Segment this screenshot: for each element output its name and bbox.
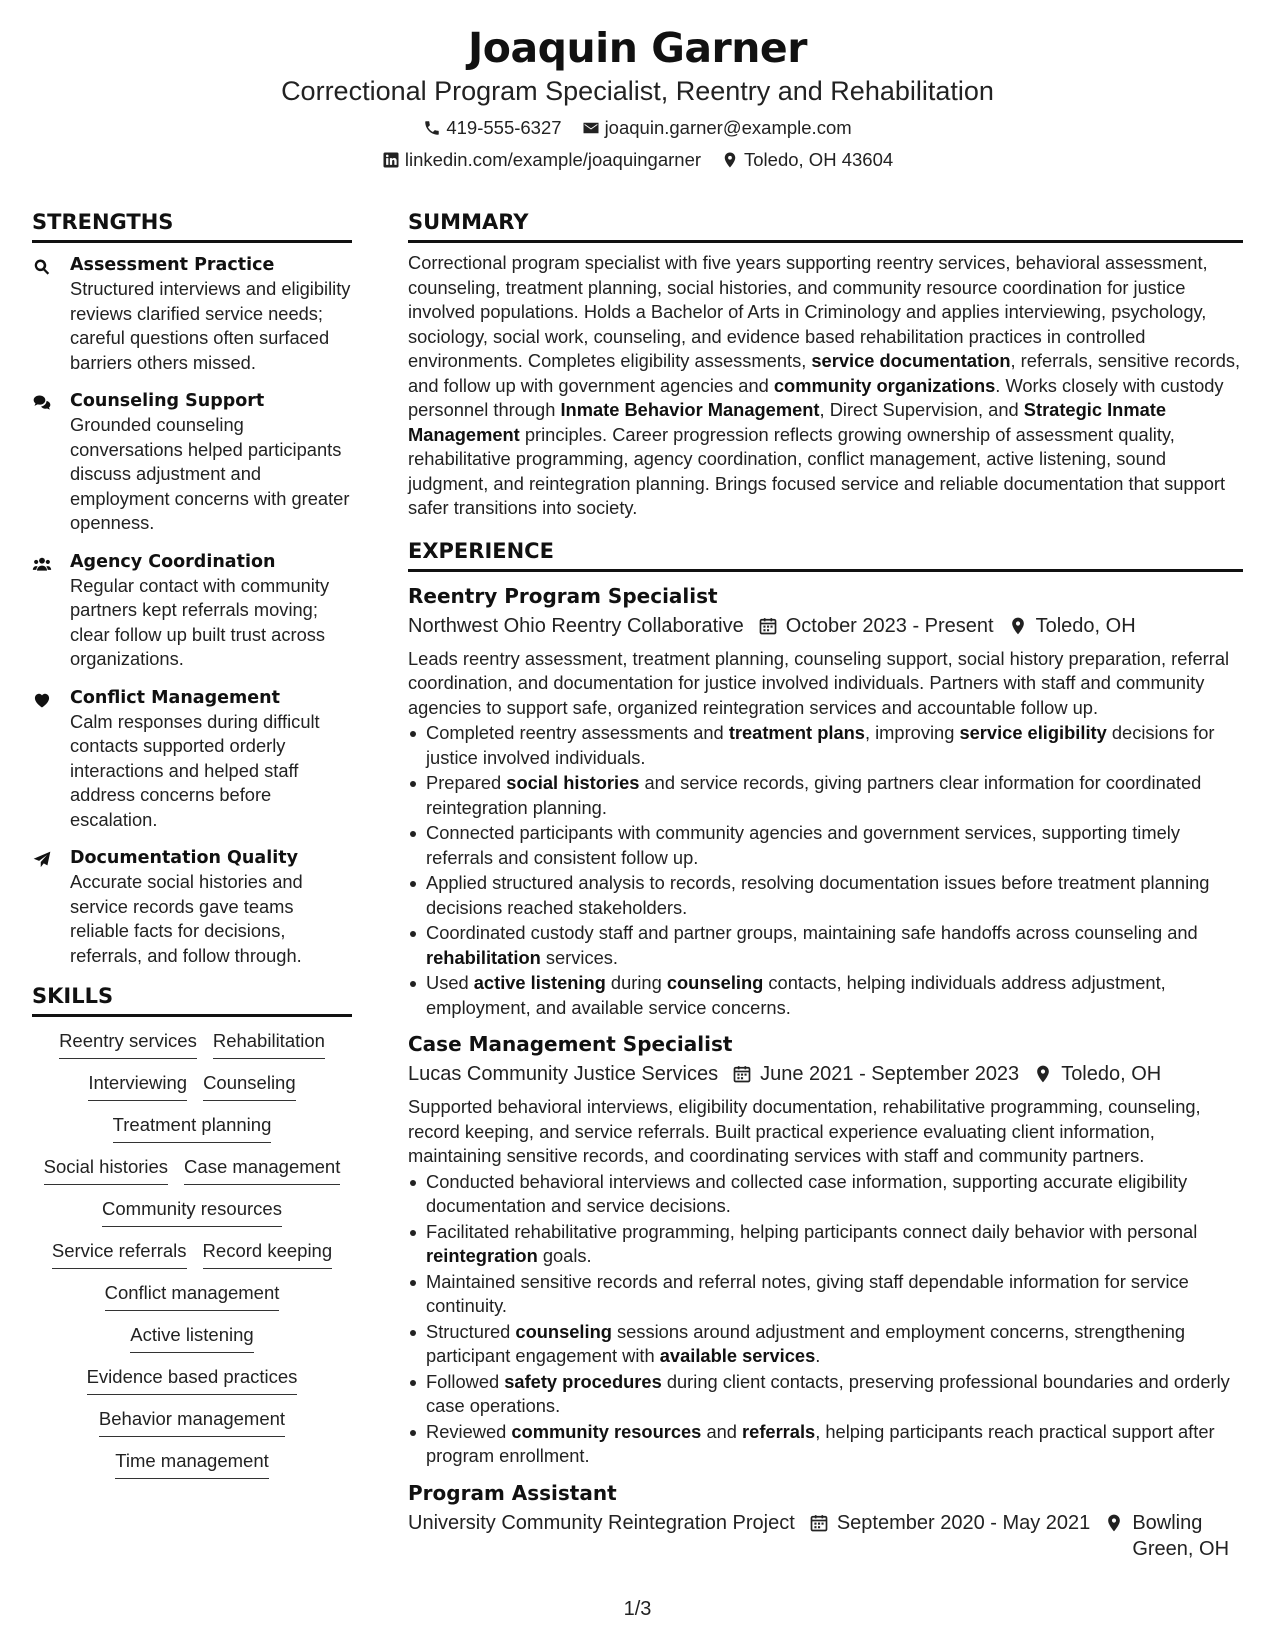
calendar-icon bbox=[809, 1513, 829, 1533]
left-column bbox=[32, 208, 352, 1479]
jobs-list bbox=[408, 582, 1243, 1562]
text-run: Connected participants with community agencies and government services, supporting timely referrals and consistent follow up. bbox=[426, 822, 1180, 868]
bullet-item bbox=[408, 1370, 1243, 1419]
text-run: , helping participants reach practical support after program enrollment. bbox=[426, 1420, 1215, 1466]
skill-tag: Record keeping bbox=[203, 1239, 333, 1269]
location-item bbox=[721, 148, 893, 172]
bullet-item bbox=[408, 771, 1243, 820]
text-run: and service records, giving partners clear information for coordinated reintegration planning. bbox=[426, 772, 1202, 818]
job-entry bbox=[408, 1030, 1243, 1469]
text-run: Facilitated rehabilitative programming, helping participants connect daily behavior with personal bbox=[426, 1220, 1198, 1242]
job-company: University Community Reintegration Project bbox=[408, 1511, 795, 1534]
job-location-text: Bowling Green, OH bbox=[1132, 1511, 1230, 1560]
phone-item bbox=[423, 116, 561, 140]
strength-body bbox=[70, 550, 352, 672]
phone-text: 419-555-6327 bbox=[446, 117, 562, 138]
strengths-list bbox=[32, 253, 352, 968]
calendar-icon bbox=[732, 1064, 752, 1084]
emphasis-text: available services bbox=[659, 1345, 816, 1366]
emphasis-text: active listening bbox=[473, 972, 606, 993]
text-run: Applied structured analysis to records, resolving documentation issues before treatment planning decisions reached stakeholders. bbox=[426, 872, 1210, 918]
strength-title: Counseling Support bbox=[70, 391, 265, 411]
text-run: , referrals, sensitive records, and follow up with government agencies and bbox=[408, 350, 1241, 396]
skill-row bbox=[32, 1155, 352, 1185]
job-title: Case Management Specialist bbox=[408, 1032, 733, 1056]
candidate-name: Joaquin Garner bbox=[468, 24, 807, 72]
skill-tag: Case management bbox=[184, 1155, 340, 1185]
text-run: Prepared bbox=[426, 772, 507, 793]
skill-row bbox=[32, 1365, 352, 1395]
job-dates-text: October 2023 - Present bbox=[785, 614, 994, 637]
job-location bbox=[1008, 613, 1136, 639]
skill-tag: Interviewing bbox=[88, 1071, 187, 1101]
job-dates bbox=[732, 1061, 1019, 1087]
paper-plane-icon bbox=[32, 846, 70, 968]
text-run: Structured bbox=[426, 1320, 516, 1342]
strength-body bbox=[70, 686, 352, 833]
linkedin-item[interactable] bbox=[382, 148, 701, 172]
skill-row bbox=[32, 1281, 352, 1311]
search-icon bbox=[32, 253, 70, 375]
job-description: Leads reentry assessment, treatment planning, counseling support, social history preparation, referral coordination, and documentation for justice involved individuals. Partners with staff and community agencies to support safe, organized reintegration services and accountable follow up. bbox=[408, 647, 1230, 718]
strength-body bbox=[70, 389, 352, 536]
email-text[interactable]: joaquin.garner@example.com bbox=[604, 117, 852, 138]
emphasis-text: community resources bbox=[511, 1420, 702, 1442]
strength-item bbox=[32, 846, 352, 968]
job-dates bbox=[758, 613, 994, 639]
emphasis-text: social histories bbox=[506, 772, 640, 793]
text-run: services. bbox=[540, 946, 618, 968]
bullet-item bbox=[408, 1220, 1243, 1269]
job-entry bbox=[408, 1479, 1243, 1562]
bullet-item bbox=[408, 971, 1243, 1020]
skill-tag: Conflict management bbox=[105, 1281, 280, 1311]
skill-tag: Service referrals bbox=[52, 1239, 187, 1269]
comments-icon bbox=[32, 389, 70, 536]
job-meta bbox=[408, 613, 1243, 639]
text-run: Correctional program specialist with five years supporting reentry services, behavioral assessment, counseling, treatment planning, social histories, and community resource coordination for justice involved populations. Holds a Bachelor of Arts in Criminology and applies interviewing, psychology, sociology, social work, counseling, and evidence based rehabilitation practices in controlled environments. Completes eligibility assessments, bbox=[408, 252, 1208, 371]
heart-icon bbox=[32, 686, 70, 833]
job-location-text: Toledo, OH bbox=[1061, 1063, 1162, 1085]
phone-icon bbox=[423, 119, 441, 137]
map-marker-icon bbox=[1033, 1064, 1053, 1084]
text-run: Completed reentry assessments and bbox=[426, 722, 729, 743]
calendar-icon bbox=[758, 616, 778, 636]
candidate-title: Correctional Program Specialist, Reentry and Rehabilitation bbox=[281, 76, 994, 106]
job-company: Lucas Community Justice Services bbox=[408, 1063, 719, 1085]
text-run: Maintained sensitive records and referral notes, giving staff dependable information for service continuity. bbox=[426, 1270, 1189, 1316]
skill-row bbox=[32, 1449, 352, 1479]
text-run: contacts, helping individuals address adjustment, employment, and available service concerns. bbox=[426, 972, 1166, 1018]
job-company: Northwest Ohio Reentry Collaborative bbox=[408, 614, 744, 637]
strength-text: Calm responses during difficult contacts supported orderly interactions and helped staff address concerns before escalation. bbox=[70, 710, 320, 830]
skill-row bbox=[32, 1029, 352, 1059]
strength-title: Agency Coordination bbox=[70, 551, 276, 572]
skill-tag: Evidence based practices bbox=[87, 1365, 298, 1395]
strength-item bbox=[32, 686, 352, 833]
text-run: Conducted behavioral interviews and collected case information, supporting accurate eligibility documentation and service decisions. bbox=[426, 1170, 1188, 1216]
bullet-item bbox=[408, 1270, 1243, 1319]
emphasis-text: counseling bbox=[515, 1320, 612, 1342]
skill-tag: Social histories bbox=[44, 1155, 168, 1185]
emphasis-text: treatment plans bbox=[728, 722, 865, 743]
text-run: Followed bbox=[426, 1370, 505, 1392]
summary-text bbox=[408, 251, 1243, 521]
job-location-text: Toledo, OH bbox=[1035, 614, 1136, 637]
linkedin-text[interactable]: linkedin.com/example/joaquingarner bbox=[404, 149, 702, 170]
resume-header bbox=[0, 22, 1275, 172]
skill-tag: Rehabilitation bbox=[213, 1029, 325, 1059]
strength-title: Conflict Management bbox=[70, 687, 280, 708]
skill-tag: Time management bbox=[115, 1449, 269, 1479]
skill-tag: Treatment planning bbox=[113, 1113, 272, 1143]
email-item[interactable] bbox=[582, 116, 852, 140]
job-title: Reentry Program Specialist bbox=[408, 583, 718, 608]
bullet-item bbox=[408, 721, 1243, 770]
emphasis-text: service eligibility bbox=[959, 722, 1107, 743]
job-entry bbox=[408, 582, 1243, 1021]
text-run: . bbox=[815, 1345, 821, 1366]
strength-item bbox=[32, 550, 352, 672]
strength-item bbox=[32, 253, 352, 375]
skill-tag: Reentry services bbox=[59, 1029, 197, 1059]
job-dates-text: June 2021 - September 2023 bbox=[760, 1063, 1020, 1085]
strengths-heading: STRENGTHS bbox=[32, 208, 352, 243]
job-bullets bbox=[408, 721, 1243, 1020]
text-run: decisions for justice involved individuals. bbox=[426, 722, 1215, 768]
envelope-icon bbox=[582, 119, 600, 137]
right-column bbox=[408, 208, 1243, 1562]
strength-text: Grounded counseling conversations helped participants discuss adjustment and employment concerns with greater openness. bbox=[70, 414, 350, 533]
text-run: , improving bbox=[864, 722, 960, 743]
emphasis-text: safety procedures bbox=[504, 1370, 662, 1392]
job-dates bbox=[809, 1510, 1091, 1536]
job-dates-text: September 2020 - May 2021 bbox=[836, 1511, 1091, 1534]
experience-heading: EXPERIENCE bbox=[408, 537, 1243, 572]
job-location bbox=[1104, 1510, 1229, 1562]
skill-tag: Counseling bbox=[203, 1071, 296, 1101]
bullet-item bbox=[408, 1170, 1243, 1219]
strength-text: Accurate social histories and service records gave teams reliable facts for decisions, referrals, and follow through. bbox=[70, 871, 303, 966]
strength-text: Regular contact with community partners kept referrals moving; clear follow up built trust across organizations. bbox=[70, 574, 330, 669]
text-run: and bbox=[701, 1420, 743, 1442]
job-description: Supported behavioral interviews, eligibility documentation, rehabilitative programming, counseling, record keeping, and service referrals. Built practical experience evaluating client information, maintaining sensitive records, and coordinating services with staff and community partners. bbox=[408, 1096, 1201, 1166]
skill-tag: Behavior management bbox=[99, 1407, 285, 1437]
text-run: principles. Career progression reflects growing ownership of assessment quality, rehabilitative programming, agency coordination, conflict management, active listening, sound judgment, and reintegration planning. Brings focused service and reliable documentation that support safer transitions into society. bbox=[408, 423, 1226, 518]
bullet-item bbox=[408, 1420, 1243, 1469]
text-run: during client contacts, preserving professional boundaries and orderly case operations. bbox=[426, 1370, 1230, 1416]
bullet-item bbox=[408, 1320, 1243, 1369]
text-run: . Works closely with custody personnel through bbox=[408, 374, 1224, 420]
map-marker-icon bbox=[1104, 1513, 1124, 1533]
skill-tag: Community resources bbox=[102, 1197, 282, 1227]
map-marker-icon bbox=[1008, 616, 1028, 636]
strengths-section bbox=[32, 208, 352, 968]
strength-body bbox=[70, 846, 352, 968]
skill-row bbox=[32, 1407, 352, 1437]
skill-tag: Active listening bbox=[130, 1323, 253, 1353]
bullet-item bbox=[408, 821, 1243, 870]
summary-section bbox=[408, 208, 1243, 521]
contact-row-2 bbox=[0, 148, 1275, 172]
skill-row bbox=[32, 1239, 352, 1269]
contact-row bbox=[0, 116, 1275, 140]
skill-row bbox=[32, 1323, 352, 1353]
bullet-item bbox=[408, 921, 1243, 970]
summary-heading: SUMMARY bbox=[408, 208, 1243, 243]
location-text: Toledo, OH 43604 bbox=[744, 149, 894, 170]
job-bullets bbox=[408, 1170, 1243, 1469]
skills-section bbox=[32, 982, 352, 1479]
emphasis-text: counseling bbox=[666, 972, 764, 993]
strength-item bbox=[32, 389, 352, 536]
strength-text: Structured interviews and eligibility reviews clarified service needs; careful questions often surfaced barriers others missed. bbox=[70, 278, 351, 373]
text-run: , Direct Supervision, and bbox=[819, 399, 1024, 420]
text-run: Used bbox=[426, 972, 474, 993]
text-run: Coordinated custody staff and partner groups, maintaining safe handoffs across counseling and bbox=[426, 922, 1198, 943]
emphasis-text: rehabilitation bbox=[426, 946, 541, 968]
linkedin-icon bbox=[382, 151, 400, 169]
skill-row bbox=[32, 1113, 352, 1143]
job-meta bbox=[408, 1510, 1243, 1562]
emphasis-text: community organizations bbox=[773, 374, 996, 396]
text-run: Reviewed bbox=[426, 1420, 512, 1442]
experience-section bbox=[408, 537, 1243, 1562]
strength-body bbox=[70, 253, 352, 375]
skills-list bbox=[32, 1029, 352, 1479]
strength-title: Documentation Quality bbox=[70, 848, 298, 868]
emphasis-text: referrals bbox=[742, 1420, 816, 1442]
strength-title: Assessment Practice bbox=[70, 255, 275, 275]
map-marker-icon bbox=[721, 151, 739, 169]
skill-row bbox=[32, 1071, 352, 1101]
text-run: goals. bbox=[537, 1245, 592, 1266]
job-meta bbox=[408, 1061, 1243, 1087]
skill-row bbox=[32, 1197, 352, 1227]
bullet-item bbox=[408, 871, 1243, 920]
text-run: during bbox=[605, 972, 667, 993]
emphasis-text: reintegration bbox=[426, 1245, 538, 1266]
text-run: sessions around adjustment and employment concerns, strengthening participant engagement with bbox=[426, 1320, 1186, 1366]
users-icon bbox=[32, 550, 70, 672]
job-location bbox=[1033, 1061, 1161, 1087]
emphasis-text: service documentation bbox=[811, 350, 1011, 371]
emphasis-text: Strategic Inmate Management bbox=[408, 399, 1167, 445]
skills-heading: SKILLS bbox=[32, 982, 352, 1017]
page-number: 1/3 bbox=[623, 1598, 652, 1620]
emphasis-text: Inmate Behavior Management bbox=[560, 399, 820, 420]
job-title: Program Assistant bbox=[408, 1480, 617, 1505]
